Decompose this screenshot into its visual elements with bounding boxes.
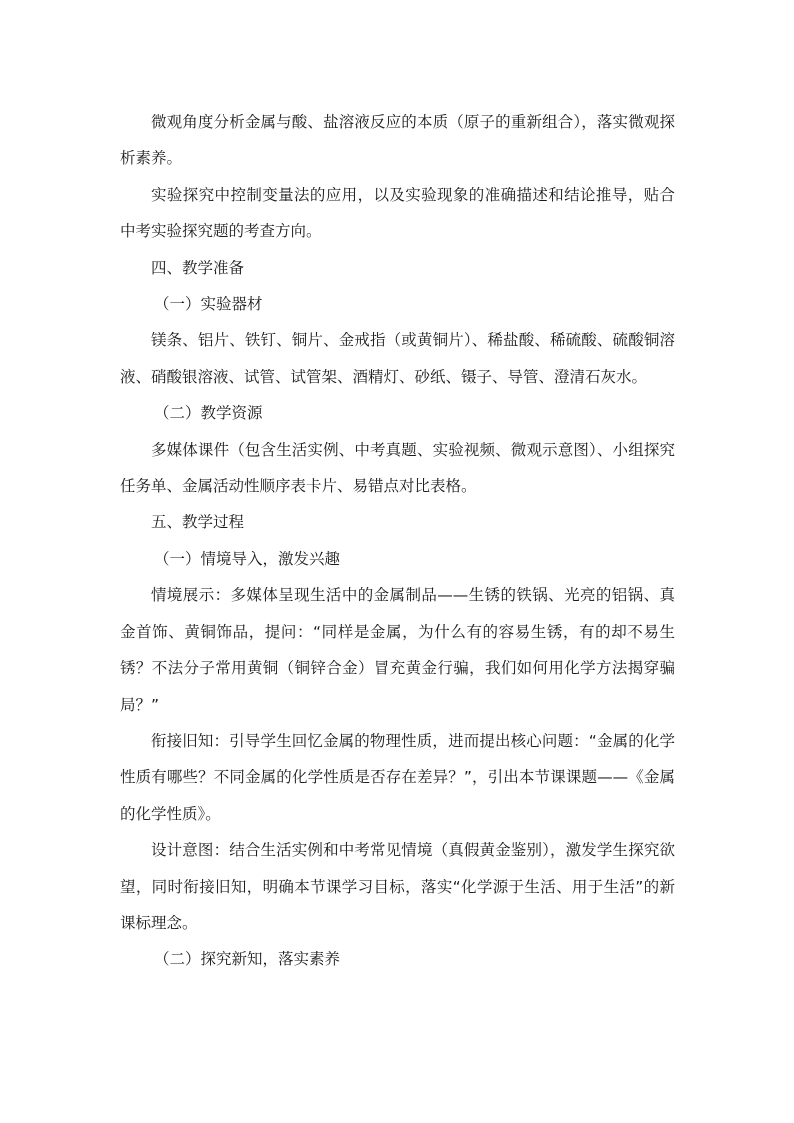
document-body [120, 104, 675, 978]
paragraph-experiment-inquiry: 实验探究中控制变量法的应用，以及实验现象的准确描述和结论推导，贴合中考实验探究题的考查方向。 [120, 185, 675, 241]
paragraph-resources-list: 多媒体课件（包含生活实例、中考真题、实验视频、微观示意图）、小组探究任务单、金属活动性顺序表卡片、易错点对比表格。 [120, 440, 675, 496]
paragraph-materials-list: 镁条、铝片、铁钉、铜片、金戒指（或黄铜片）、稀盐酸、稀硫酸、硫酸铜溶液、硝酸银溶液、试管、试管架、酒精灯、砂纸、镊子、导管、澄清石灰水。 [120, 331, 675, 386]
heading-teaching-preparation: 四、教学准备 [151, 258, 245, 277]
heading-teaching-process: 五、教学过程 [151, 513, 245, 532]
paragraph-link-prior-knowledge: 衔接旧知：引导学生回忆金属的物理性质，进而提出核心问题：“金属的化学性质有哪些？不同金属的化学性质是否存在差异？”，引出本节课课题——《金属的化学性质》。 [120, 731, 675, 823]
subheading-scenario-intro: （一）情境导入，激发兴趣 [154, 549, 341, 568]
paragraph-design-intent: 设计意图：结合生活实例和中考常见情境（真假黄金鉴别），激发学生探究欲望，同时衔接旧知，明确本节课学习目标，落实“化学源于生活、用于生活”的新课标理念。 [120, 841, 675, 932]
subheading-teaching-resources: （二）教学资源 [154, 404, 263, 423]
paragraph-scenario-display: 情境展示：多媒体呈现生活中的金属制品——生锈的铁锅、光亮的铝锅、真金首饰、黄铜饰品，提问：“同样是金属，为什么有的容易生锈，有的却不易生锈？不法分子常用黄铜（铜锌合金）冒充黄金行骗，我们如何用化学方法揭穿骗局？” [120, 586, 675, 714]
subheading-experiment-materials: （一）实验器材 [154, 295, 263, 314]
subheading-explore-new-knowledge: （二）探究新知，落实素养 [154, 950, 341, 969]
paragraph-micro-analysis: 微观角度分析金属与酸、盐溶液反应的本质（原子的重新组合），落实微观探析素养。 [120, 113, 675, 168]
